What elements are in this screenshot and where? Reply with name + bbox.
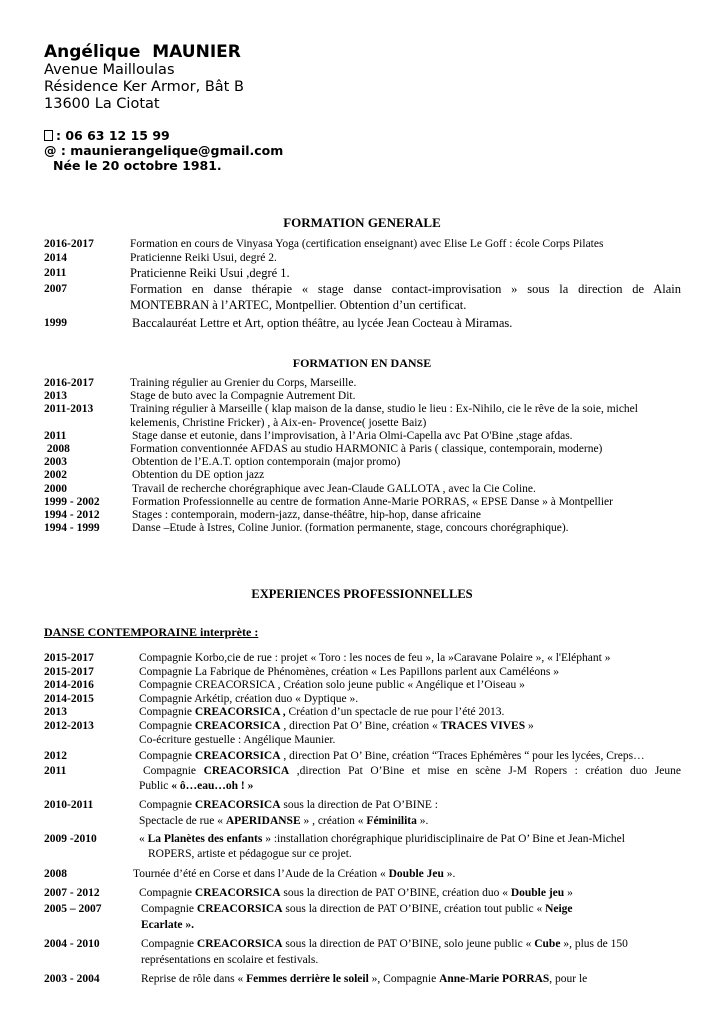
full-name: Angélique MAUNIER — [44, 42, 241, 62]
list-item: 2007 - 2012 Compagnie CREACORSICA sous la direction de PAT O’BINE, création duo « Double jeu » — [44, 886, 573, 899]
birth-date: Née le 20 octobre 1981. — [53, 158, 222, 173]
list-item: 2011 Stage danse et eutonie, dans l’improvisation, à l’Aria Olmi-Capella avc Pat O'Bine ,stage afdas. — [44, 429, 573, 442]
list-item: 2014 Praticienne Reiki Usui, degré 2. — [44, 251, 277, 264]
phone-line — [44, 128, 283, 143]
section-title-formation-danse: FORMATION EN DANSE — [292, 356, 432, 370]
list-item: 2016-2017 Formation en cours de Vinyasa Yoga (certification enseignant) avec Elise Le Goff : école Corps Pilates — [44, 238, 604, 250]
list-item: 2013 Stage de buto avec la Compagnie Autrement Dit. — [44, 390, 356, 403]
list-item: 1999 Baccalauréat Lettre et Art, option théâtre, au lycée Jean Cocteau à Miramas. — [44, 316, 513, 330]
list-item: 2002 Obtention du DE option jazz — [44, 469, 265, 482]
phone-icon — [44, 130, 53, 141]
experiences-list — [44, 652, 681, 987]
list-item: 2013 Compagnie CREACORSICA , Création d’un spectacle de rue pour l’été 2013. — [44, 706, 505, 719]
formation-generale-list — [44, 238, 681, 333]
list-item: 2008 Formation conventionnée AFDAS au studio HARMONIC à Paris ( classique, contemporain, moderne) — [44, 443, 603, 456]
list-item: 1994 - 2012 Stages : contemporain, modern-jazz, danse-théâtre, hip-hop, danse africaine — [44, 509, 482, 522]
list-item: 2005 – 2007 Compagnie CREACORSICA sous la direction de PAT O’BINE, création tout public « Neige Ecarlate ». — [44, 902, 573, 931]
list-item: 2010-2011 Compagnie CREACORSICA sous la direction de Pat O’BINE : Spectacle de rue « APERIDANSE » , création « Féminilita ». — [44, 798, 438, 827]
list-item: 1999 - 2002 Formation Professionnelle au centre de formation Anne-Marie PORRAS, « EPSE Danse » à Montpellier — [44, 495, 613, 508]
subsection-title-danse-contemporaine: DANSE CONTEMPORAINE interprète : — [44, 625, 259, 639]
formation-danse-list — [44, 377, 681, 535]
list-item: 2000 Travail de recherche chorégraphique avec Jean-Claude GALLOTA , avec la Cie Coline. — [44, 482, 536, 495]
list-item: 2014-2015 Compagnie Arkétip, création duo « Dyptique ». — [44, 692, 359, 705]
list-item: 2014-2016 Compagnie CREACORSICA , Création solo jeune public « Angélique et l’Oiseau » — [44, 679, 525, 692]
list-item: 2012-2013 Compagnie CREACORSICA , direction Pat O’ Bine, création « TRACES VIVES » Co-écriture gestuelle : Angélique Maunier. — [44, 719, 534, 746]
section-title-formation-generale: FORMATION GENERALE — [283, 215, 441, 230]
list-item: 2015-2017 Compagnie La Fabrique de Phénomènes, création « Les Papillons parlent aux Caméléons » — [44, 665, 559, 678]
list-item: 2016-2017 Training régulier au Grenier du Corps, Marseille. — [44, 377, 357, 389]
email-line: @ : maunierangelique@gmail.com — [44, 143, 284, 158]
phone-number: : 06 63 12 15 99 — [56, 128, 170, 143]
list-item: 2003 - 2004 Reprise de rôle dans « Femmes derrière le soleil », Compagnie Anne-Marie PORRAS, pour le — [44, 972, 588, 985]
section-title-experiences: EXPERIENCES PROFESSIONNELLES — [251, 587, 473, 601]
list-item: 1994 - 1999 Danse –Etude à Istres, Coline Junior. (formation permanente, stage, concours chorégraphique). — [44, 522, 569, 535]
address-line-3: 13600 La Ciotat — [44, 96, 160, 112]
list-item: 2011 Praticienne Reiki Usui ,degré 1. — [44, 266, 290, 280]
list-item: 2015-2017 Compagnie Korbo,cie de rue : projet « Toro : les noces de feu », la »Caravane Polaire », « l'Eléphant » — [44, 652, 611, 664]
cv-header — [44, 42, 244, 113]
list-item: 2011-2013 Training régulier à Marseille ( klap maison de la danse, studio le lieu : Ex-Nihilo, cie le rêve de la soie, michel kelemenis, Christine Fricker) , à Aix-en- Provence( josette Baiz) — [44, 403, 638, 429]
address-line-1: Avenue Mailloulas — [44, 62, 175, 78]
list-item: 2012 Compagnie CREACORSICA , direction Pat O’ Bine, création “Traces Ephémères “ pour les lycées, Creps… — [44, 750, 645, 763]
list-item: 2007 Formation en danse thérapie « stage danse contact-improvisation » sous la direction de Alain MONTEBRAN à l’ARTEC, Montpellier. Obtention d’un certificat. — [44, 282, 681, 312]
list-item: 2004 - 2010 Compagnie CREACORSICA sous la direction de PAT O’BINE, solo jeune public « Cube », plus de 150 représentations en scolaire et festivals. — [44, 937, 628, 966]
list-item: 2009 -2010 « La Planètes des enfants » :installation chorégraphique pluridisciplinaire de Pat O’ Bine et Jean-Michel ROPERS, artiste et pédagogue sur ce projet. — [44, 832, 625, 861]
list-item: 2011 Compagnie CREACORSICA ,direction Pat O’Bine et mise en scène J-M Ropers : création duo Jeune Public « ô…eau…oh ! » — [44, 764, 681, 793]
contact-block — [44, 128, 283, 173]
address-line-2: Résidence Ker Armor, Bât B — [44, 79, 244, 95]
list-item: 2003 Obtention de l’E.A.T. option contemporain (major promo) — [44, 456, 401, 469]
list-item: 2008 Tournée d’été en Corse et dans l’Aude de la Création « Double Jeu ». — [44, 867, 456, 880]
